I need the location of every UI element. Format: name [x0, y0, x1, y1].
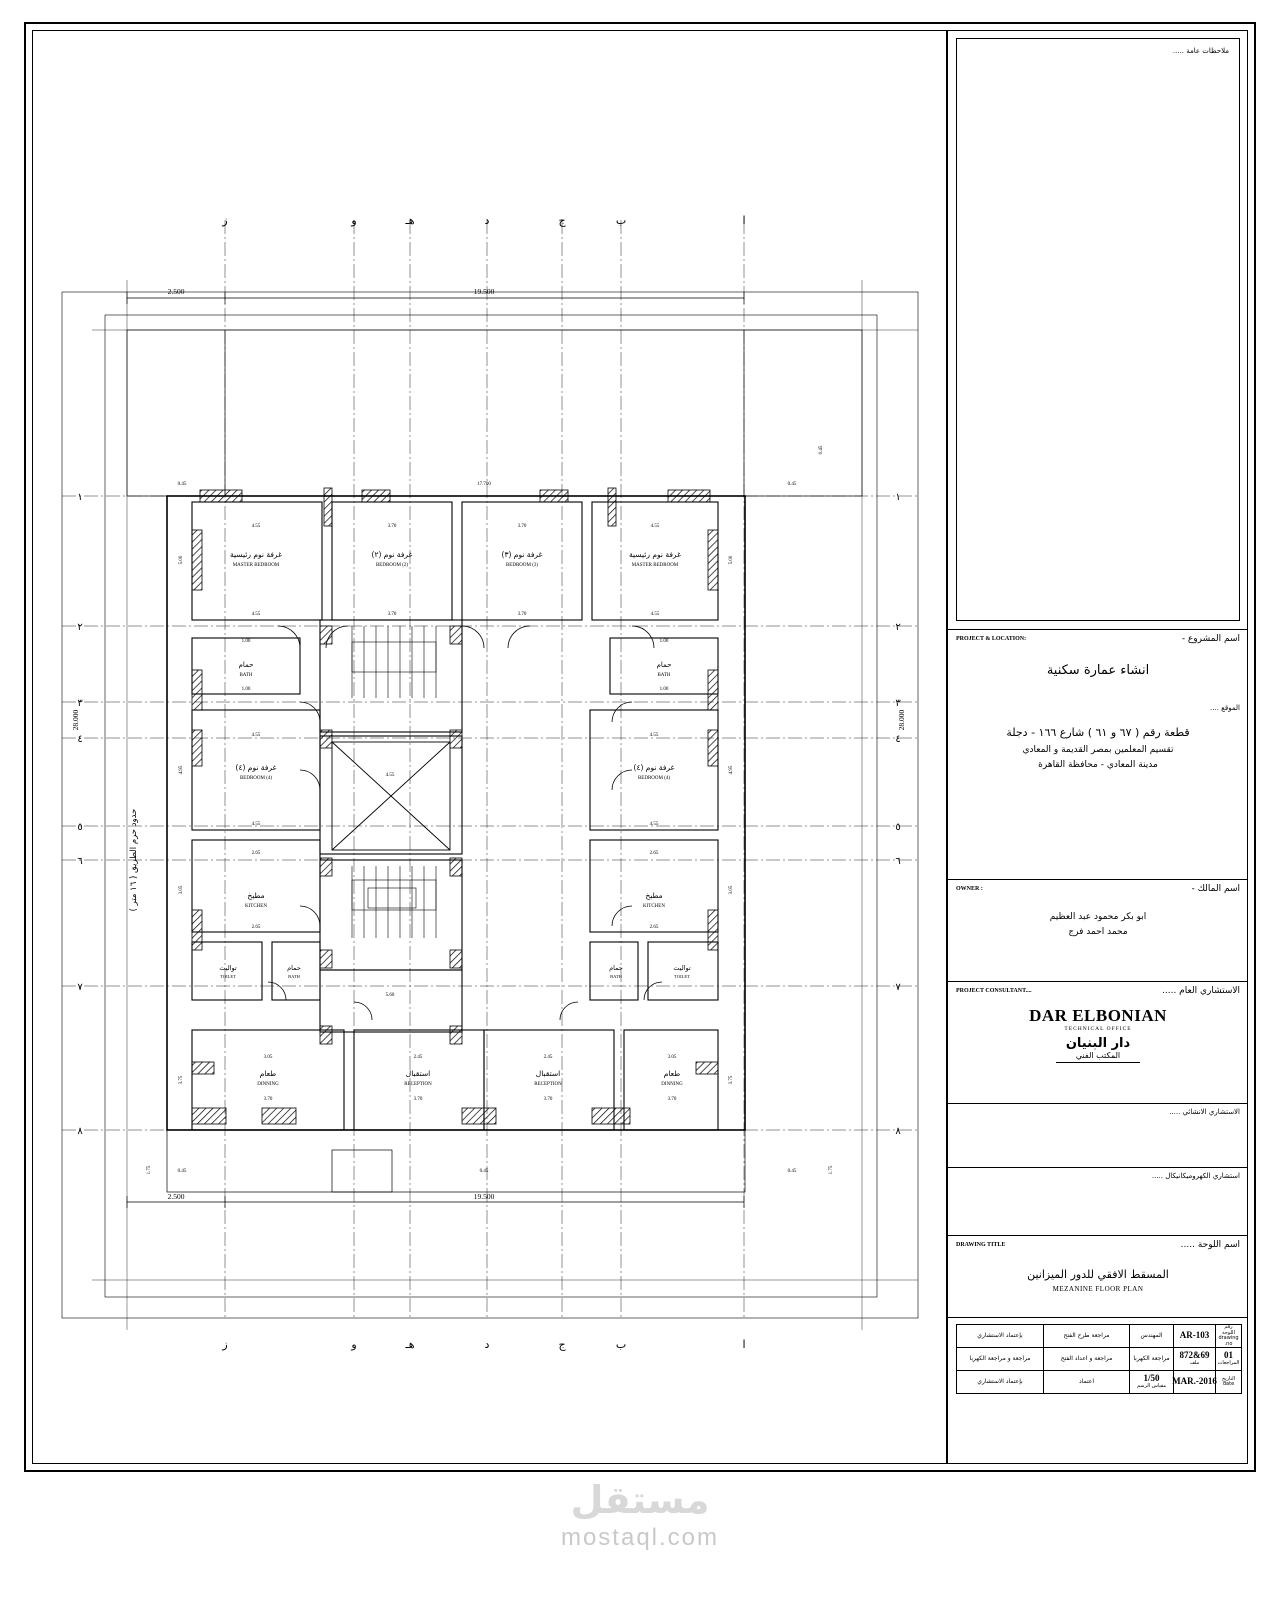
svg-text:حدود حرم الطريق ( ١٦ متر ): حدود حرم الطريق ( ١٦ متر )	[129, 808, 139, 912]
svg-text:1.00: 1.00	[659, 639, 669, 644]
svg-text:حمام: حمام	[656, 661, 672, 669]
svg-text:BATH: BATH	[657, 673, 671, 678]
svg-text:MASTER BEDROOM: MASTER BEDROOM	[631, 563, 679, 568]
svg-text:٣: ٣	[77, 698, 83, 709]
consultant-logo-ar-sub: المكتب الفني	[1075, 1051, 1121, 1060]
svg-text:1.75: 1.75	[829, 1165, 834, 1175]
svg-text:3.70: 3.70	[263, 1097, 273, 1102]
svg-text:TOILET: TOILET	[220, 974, 236, 979]
svg-text:٤: ٤	[77, 734, 83, 745]
svg-text:3.70: 3.70	[517, 612, 527, 617]
svg-text:٤: ٤	[895, 734, 901, 745]
svg-text:ب: ب	[615, 214, 627, 227]
svg-text:و: و	[351, 1338, 357, 1351]
svg-text:١: ١	[77, 492, 83, 503]
svg-text:1.75: 1.75	[147, 1165, 152, 1175]
svg-text:ز: ز	[222, 214, 228, 227]
svg-text:ا: ا	[742, 214, 746, 227]
owner-line-2: محمد احمد فرج	[1068, 927, 1128, 938]
svg-text:و: و	[351, 214, 357, 227]
svg-text:2.500: 2.500	[167, 1192, 185, 1201]
svg-text:3.70: 3.70	[387, 524, 397, 529]
svg-text:5.60: 5.60	[385, 993, 395, 998]
floor-plan-drawing	[32, 30, 946, 1464]
svg-text:3.70: 3.70	[517, 524, 527, 529]
svg-text:٧: ٧	[895, 982, 901, 993]
consultant-logo-ar: دار البنيان	[1065, 1036, 1131, 1051]
revision-value: 01	[1224, 1350, 1233, 1361]
owner-line-1: ابو بكر محمود عبد العظيم	[1049, 912, 1147, 922]
watermark-en: mostaql.com	[560, 1524, 720, 1551]
svg-text:17.700: 17.700	[477, 482, 491, 487]
svg-text:3.05: 3.05	[729, 885, 734, 895]
svg-text:BATH: BATH	[288, 974, 300, 979]
date-label-en: date	[1222, 1381, 1235, 1387]
svg-text:19.500: 19.500	[473, 1192, 495, 1201]
date-value: MAR.-2016	[1172, 1376, 1217, 1387]
date-label-ar: التاريخ	[1222, 1375, 1235, 1382]
drawing-title-label-ar: اسم اللوحة .....	[1180, 1240, 1240, 1250]
cell-review-3: مراجعة و مراجعة الكهربا	[969, 1354, 1031, 1362]
svg-text:0.45: 0.45	[479, 1169, 489, 1174]
scale-cell	[1129, 1371, 1173, 1393]
scale-value: 1/50	[1143, 1373, 1160, 1384]
svg-text:4.55: 4.55	[650, 524, 660, 529]
svg-text:4.55: 4.55	[251, 822, 261, 827]
svg-text:استقبال: استقبال	[535, 1069, 561, 1078]
svg-text:28.000: 28.000	[71, 709, 80, 731]
file-no-value	[1173, 1348, 1215, 1370]
svg-text:٧: ٧	[77, 982, 83, 993]
consultant-logo-en: DAR ELBONIAN	[1029, 1006, 1167, 1025]
svg-text:٨: ٨	[895, 1126, 901, 1137]
svg-text:غرفة نوم (٤): غرفة نوم (٤)	[235, 763, 277, 772]
svg-text:مطبخ: مطبخ	[645, 891, 663, 900]
svg-text:KITCHEN: KITCHEN	[245, 904, 267, 909]
svg-text:استقبال: استقبال	[405, 1069, 431, 1078]
location-line-2: تقسيم المعلمين بمصر القديمة و المعادي	[1022, 744, 1174, 755]
svg-text:حمام: حمام	[609, 964, 623, 972]
cell-review-1: بإعتماد الاستشاري	[977, 1331, 1023, 1339]
svg-text:ب: ب	[615, 1338, 627, 1351]
svg-text:2.65: 2.65	[251, 851, 261, 856]
svg-text:DINNING: DINNING	[257, 1082, 279, 1087]
svg-text:0.45: 0.45	[177, 482, 187, 487]
svg-text:٢: ٢	[895, 622, 901, 633]
svg-text:غرفة نوم رئيسية: غرفة نوم رئيسية	[230, 550, 282, 559]
svg-text:غرفة نوم (٣): غرفة نوم (٣)	[501, 550, 543, 559]
svg-text:حمام: حمام	[287, 964, 301, 972]
svg-text:ج: ج	[558, 214, 566, 227]
plan-svg	[32, 30, 946, 1464]
svg-text:٥: ٥	[895, 822, 901, 833]
svg-text:غرفة نوم (٤): غرفة نوم (٤)	[633, 763, 675, 772]
svg-text:BATH: BATH	[239, 673, 253, 678]
project-label-row	[956, 634, 1240, 644]
watermark	[0, 1478, 1280, 1552]
svg-text:2.45: 2.45	[543, 1055, 553, 1060]
svg-text:٢: ٢	[77, 622, 83, 633]
svg-text:RECEPTION: RECEPTION	[404, 1082, 432, 1087]
svg-text:BEDROOM (2): BEDROOM (2)	[375, 563, 409, 568]
cell-review-2: مراجعة طرح الفتح	[1043, 1325, 1129, 1347]
dwg-no-value	[1173, 1325, 1215, 1347]
scale-label-ar: مقياس الرسم	[1136, 1383, 1167, 1390]
svg-text:هـ: هـ	[405, 214, 415, 227]
svg-text:٣: ٣	[895, 698, 901, 709]
svg-text:4.55: 4.55	[649, 822, 659, 827]
project-label-en: PROJECT & LOCATION:	[956, 636, 1027, 642]
svg-text:د: د	[484, 1338, 490, 1351]
location-line-1: قطعة رقم ( ٦٧ و ٦١ ) شارع ١٦٦ - دجلة	[1006, 726, 1190, 740]
dwg-no-label-ar: رقم اللوحة	[1222, 1324, 1235, 1336]
cell-electrical: مراجعة الكهربا	[1129, 1348, 1173, 1370]
svg-text:٦: ٦	[895, 856, 901, 867]
drawing-title-label-en: DRAWING TITLE	[956, 1242, 1006, 1248]
svg-text:BEDROOM (4): BEDROOM (4)	[239, 776, 273, 781]
consultant-label-en: PROJECT CONSULTANT....	[956, 988, 1032, 994]
svg-text:4.95: 4.95	[179, 765, 184, 775]
svg-text:KITCHEN: KITCHEN	[643, 904, 665, 909]
svg-text:١: ١	[895, 492, 901, 503]
svg-text:BEDROOM (4): BEDROOM (4)	[637, 776, 671, 781]
owner-label-en: OWNER :	[956, 886, 983, 892]
grid-row-3	[957, 1371, 1241, 1393]
consultant-cell	[948, 982, 1248, 1104]
mep-label: استشاري الكهروميكانيكال .....	[1151, 1172, 1240, 1180]
svg-text:3.70: 3.70	[667, 1097, 677, 1102]
svg-text:٥: ٥	[77, 822, 83, 833]
svg-text:ا: ا	[742, 1338, 746, 1351]
svg-text:٨: ٨	[77, 1126, 83, 1137]
drawing-data-grid	[956, 1324, 1242, 1394]
svg-text:28.000: 28.000	[897, 709, 906, 731]
drawing-title-label-row	[956, 1240, 1240, 1250]
consultant-logo-sub: TECHNICAL OFFICE	[1064, 1026, 1132, 1032]
svg-text:3.70: 3.70	[543, 1097, 553, 1102]
cell-approval: اعتماد	[1043, 1371, 1129, 1393]
svg-text:4.55: 4.55	[251, 733, 261, 738]
owner-label-ar: اسم المالك -	[1191, 884, 1240, 894]
svg-text:0.45: 0.45	[787, 1169, 797, 1174]
owner-cell	[948, 880, 1248, 982]
svg-text:MASTER BEDROOM: MASTER BEDROOM	[232, 563, 280, 568]
svg-text:0.45: 0.45	[819, 445, 824, 455]
structural-label: الاستشاري الانشائي .....	[1169, 1108, 1240, 1116]
svg-text:٦: ٦	[77, 856, 83, 867]
cell-engineer: المهندس	[1129, 1325, 1173, 1347]
svg-text:1.00: 1.00	[659, 687, 669, 692]
svg-text:ز: ز	[222, 1338, 228, 1351]
svg-text:2.65: 2.65	[649, 925, 659, 930]
date-label-cell	[1215, 1371, 1241, 1393]
svg-text:طعام: طعام	[259, 1069, 277, 1078]
svg-text:1.00: 1.00	[241, 687, 251, 692]
svg-text:4.55: 4.55	[251, 612, 261, 617]
dwg-no-label-en: drawing no.	[1218, 1335, 1239, 1347]
cell-review-5: بإعتماد الاستشاري	[977, 1377, 1023, 1385]
svg-text:DINNING: DINNING	[661, 1082, 683, 1087]
watermark-ar: مستقل	[570, 1478, 710, 1522]
svg-text:د: د	[484, 214, 490, 227]
svg-text:3.05: 3.05	[263, 1055, 273, 1060]
revision-cell	[1215, 1348, 1241, 1370]
general-notes-label: ملاحظات عامة .....	[1172, 47, 1229, 55]
revision-label: المراجعات	[1217, 1360, 1240, 1367]
svg-text:تواليت: تواليت	[673, 964, 691, 972]
svg-text:غرفة نوم رئيسية: غرفة نوم رئيسية	[629, 550, 681, 559]
svg-text:3.05: 3.05	[667, 1055, 677, 1060]
svg-text:4.55: 4.55	[251, 524, 261, 529]
svg-text:حمام: حمام	[238, 661, 254, 669]
title-block	[946, 30, 1248, 1464]
drawing-title-en: MEZANINE FLOOR PLAN	[1052, 1284, 1144, 1293]
svg-text:ج: ج	[558, 1338, 566, 1351]
project-cell	[948, 630, 1248, 880]
svg-text:1.00: 1.00	[241, 639, 251, 644]
drawing-title-cell	[948, 1236, 1248, 1318]
svg-text:4.55: 4.55	[649, 733, 659, 738]
svg-text:19.500: 19.500	[473, 287, 495, 296]
svg-text:3.75: 3.75	[729, 1075, 734, 1085]
svg-text:2.500: 2.500	[167, 287, 185, 296]
location-label: الموقع ....	[1210, 704, 1240, 713]
svg-text:0.45: 0.45	[787, 482, 797, 487]
svg-text:2.45: 2.45	[413, 1055, 423, 1060]
mep-cell	[948, 1168, 1248, 1236]
svg-text:4.95: 4.95	[729, 765, 734, 775]
grid-row-1	[957, 1325, 1241, 1348]
svg-text:5.00: 5.00	[729, 555, 734, 565]
svg-text:هـ: هـ	[405, 1338, 415, 1351]
logo-underline	[1056, 1062, 1140, 1063]
cell-review-4: مراجعة و اعداد الفتح	[1043, 1348, 1129, 1370]
svg-text:4.55: 4.55	[385, 773, 395, 778]
svg-text:3.70: 3.70	[413, 1097, 423, 1102]
file-no-text: 872&69	[1179, 1350, 1210, 1361]
svg-text:BATH: BATH	[610, 974, 622, 979]
svg-text:0.45: 0.45	[177, 1169, 187, 1174]
consultant-label-ar: الاستشاري العام .....	[1162, 986, 1240, 996]
svg-text:غرفة نوم (٢): غرفة نوم (٢)	[371, 550, 413, 559]
svg-text:3.70: 3.70	[387, 612, 397, 617]
svg-text:2.65: 2.65	[251, 925, 261, 930]
consultant-label-row	[956, 986, 1240, 996]
file-no-label: ملف	[1189, 1360, 1200, 1367]
svg-text:مطبخ: مطبخ	[247, 891, 265, 900]
svg-text:5.00: 5.00	[179, 555, 184, 565]
svg-text:طعام: طعام	[663, 1069, 681, 1078]
date-cell	[1173, 1371, 1215, 1393]
drawing-title-ar: المسقط الافقي للدور الميزانين	[1027, 1268, 1169, 1281]
project-label-ar: اسم المشروع -	[1181, 634, 1240, 644]
svg-text:2.65: 2.65	[649, 851, 659, 856]
project-name: انشاء عمارة سكنية	[1046, 663, 1150, 678]
svg-text:3.75: 3.75	[179, 1075, 184, 1085]
svg-text:TOILET: TOILET	[674, 974, 690, 979]
general-notes-box	[956, 38, 1240, 621]
owner-label-row	[956, 884, 1240, 894]
svg-text:3.05: 3.05	[179, 885, 184, 895]
dwg-no-text: AR-103	[1179, 1330, 1210, 1341]
grid-row-2	[957, 1348, 1241, 1371]
svg-text:RECEPTION: RECEPTION	[534, 1082, 562, 1087]
svg-text:4.55: 4.55	[650, 612, 660, 617]
dwg-no-label	[1215, 1325, 1241, 1347]
general-notes-cell	[948, 30, 1248, 630]
structural-cell	[948, 1104, 1248, 1168]
location-line-3: مدينة المعادي - محافظة القاهرة	[1038, 760, 1158, 771]
svg-text:تواليت: تواليت	[219, 964, 237, 972]
svg-text:BEDROOM (3): BEDROOM (3)	[505, 563, 539, 568]
